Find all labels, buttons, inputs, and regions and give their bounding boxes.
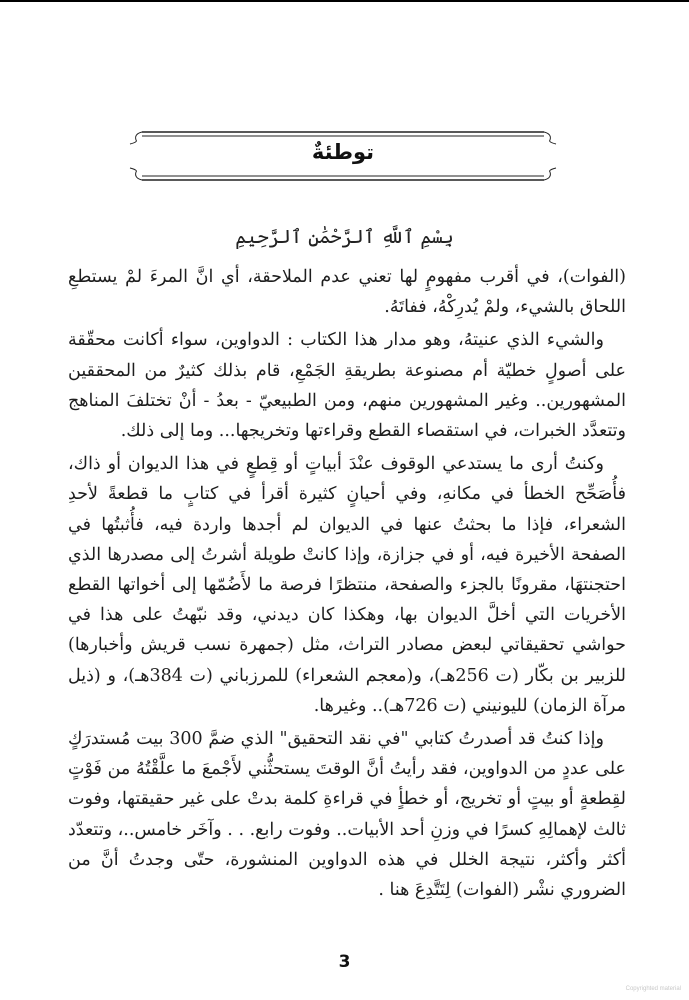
body-text <box>68 262 626 908</box>
top-edge-bar <box>0 0 689 2</box>
paragraph-4: وإذا كنتُ قد أصدرتُ كتابي "في نقد التحقيق" الذي ضمَّ 300 بيت مُستدرَكٍ على عددٍ من الدواوين، فقد رأيتُ أنَّ الوقتَ يستحثُّني لأَجْمعَ ما علَّقْتُهُ من فَوْتٍ لقِطعةٍ أو بيتٍ أو تخريج، أو خطأٍ في قراءةِ كلمة بدتْ على غير حقيقتها، وفوت ثالث لإهمالِهِ كسرًا في وزنِ أحد الأبيات.. وفوت رابع. . . وآخَر خامس..، وتتعدّد أكثر وأكثر، نتيجة الخلل في هذه الدواوين المنشورة، حتّى وجدتُ أنَّ من الضروري نشْر (الفوات) لِتَتَّدِعَ هنا . <box>68 729 626 901</box>
copyright-watermark: Copyrighted material <box>625 986 681 992</box>
paragraph-3: وكنتُ أرى ما يستدعي الوقوف عنْدَ أبياتٍ أو قِطعٍ في هذا الديوان أو ذاك، فأُصَحِّح الخطأ في مكانهِ، وفي أحيانٍ كثيرة أقرأ في كتابٍ ما قطعةً لأحدِ الشعراء، فإذا ما بحثتُ عنها في الديوان لم أجدها واردة فيه، فأُثبتُها في الصفحة الأخيرة فيه، أو في جزازة، وإذا كانتْ طويلة أشرتُ إلى مصدرها الذي احتجنتهَا، مقرونًا بالجزء والصفحة، منتظرًا فرصة ما لأَضُمّها إلى أخواتها القطع الأخريات التي أخلَّ الديوان بها، وهكذا كان ديدني، وقد نبّهتُ على هذا في حواشي تحقيقاتي لبعض مصادر التراث، مثل (جمهرة نسب قريش وأخبارها) للزبير بن بكّار (ت 256هـ)، و(معجم الشعراء) للمرزباني (ت 384هـ)، و (ذيل مرآة الزمان) لليونيني (ت 726هـ).. وغيرها. <box>68 454 626 716</box>
paragraph-1: (الفوات)، في أقرب مفهومٍ لها تعني عدم الملاحقة، أي انَّ المرءَ لمْ يستطعِ اللحاق بالشيء، ولمْ يُدرِكْهُ، ففاتَهُ. <box>68 267 626 318</box>
page-number: 3 <box>338 952 351 972</box>
title-frame <box>128 128 558 184</box>
paragraph-2: والشيء الذي عنيتهُ، وهو مدار هذا الكتاب : الدواوين، سواء أكانت محقّقة على أصولٍ خطيّة أم مصنوعة بطريقةِ الجَمْعِ، قام بذلك كثيرٌ من المحققين المشهورين.. وغير المشهورين منهم، ومن الطبيعيّ - بعدُ - أنْ تختلفَ المناهج وتتعدَّد الخبرات، في استقصاء القطع وقراءتها وتخريجها... وما إلى ذلك. <box>68 330 626 442</box>
chapter-title: توطئةٌ <box>311 140 375 164</box>
basmala: بِسْمِ ٱللَّهِ ٱلرَّحْمَٰنِ ٱلرَّحِيمِ <box>235 226 454 248</box>
